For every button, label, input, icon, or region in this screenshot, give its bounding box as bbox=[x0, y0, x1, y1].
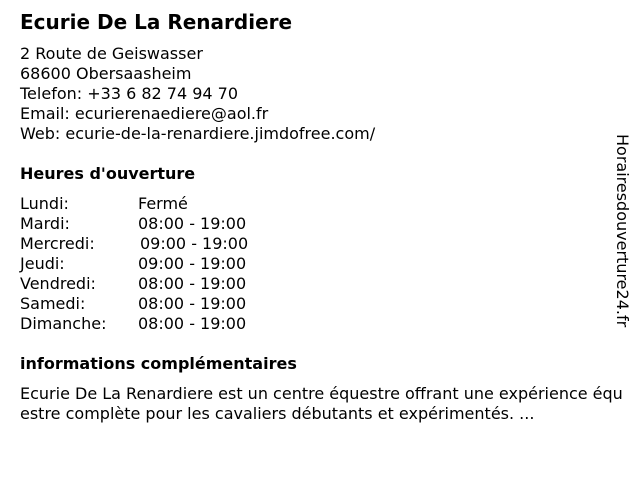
day-label: Samedi: bbox=[20, 294, 86, 313]
time-range: 08:00 - 19:00 bbox=[138, 214, 247, 233]
address-city: 68600 Obersaasheim bbox=[20, 64, 192, 83]
business-name: Ecurie De La Renardiere bbox=[20, 10, 293, 34]
time-range: 09:00 - 19:00 bbox=[138, 254, 247, 273]
address-street: 2 Route de Geiswasser bbox=[20, 44, 203, 63]
opening-hours-table bbox=[20, 194, 320, 334]
hours-row-sunday bbox=[20, 314, 320, 334]
hours-row-tuesday bbox=[20, 214, 320, 234]
time-range: 09:00 - 19:00 bbox=[140, 234, 249, 253]
day-label: Dimanche: bbox=[20, 314, 107, 333]
website-link[interactable]: Web: ecurie-de-la-renardiere.jimdofree.com/ bbox=[20, 124, 376, 143]
day-label: Jeudi: bbox=[20, 254, 65, 273]
contact-info bbox=[20, 44, 375, 144]
time-range: 08:00 - 19:00 bbox=[138, 294, 247, 313]
hours-row-monday bbox=[20, 194, 320, 214]
additional-info-heading: informations complémentaires bbox=[20, 354, 297, 373]
opening-hours-heading: Heures d'ouverture bbox=[20, 164, 196, 183]
email-address[interactable]: Email: ecurierenaediere@aol.fr bbox=[20, 104, 269, 123]
day-label: Lundi: bbox=[20, 194, 69, 213]
day-label: Mardi: bbox=[20, 214, 70, 233]
time-range: 08:00 - 19:00 bbox=[138, 274, 247, 293]
phone-number[interactable]: Telefon: +33 6 82 74 94 70 bbox=[20, 84, 239, 103]
hours-row-friday bbox=[20, 274, 320, 294]
hours-row-thursday bbox=[20, 254, 320, 274]
time-range: 08:00 - 19:00 bbox=[138, 314, 247, 333]
site-watermark: Horairesdouverture24.fr bbox=[613, 134, 632, 328]
hours-row-wednesday bbox=[20, 234, 320, 254]
business-description: Ecurie De La Renardiere est un centre équestre offrant une expérience équestre complète pour les cavaliers débutants et expérimentés. ... bbox=[20, 384, 623, 423]
hours-row-saturday bbox=[20, 294, 320, 314]
day-label: Mercredi: bbox=[20, 234, 95, 253]
time-range: Fermé bbox=[138, 194, 188, 213]
day-label: Vendredi: bbox=[20, 274, 96, 293]
